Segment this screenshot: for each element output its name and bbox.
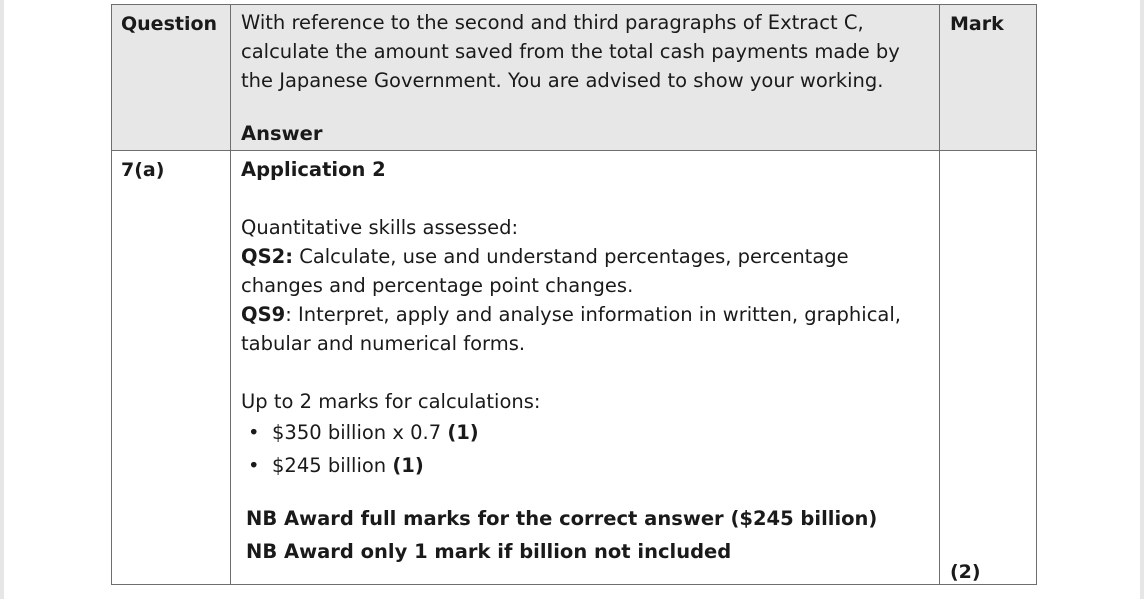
header-row — [112, 5, 1037, 151]
mark-value-cell — [940, 151, 1037, 585]
mark-value: (2) — [950, 561, 981, 583]
answer-label: Answer — [241, 122, 323, 145]
skill-item — [241, 300, 929, 358]
right-frame-border — [1140, 0, 1144, 599]
bullet-icon: • — [248, 454, 260, 477]
bullet-icon: • — [248, 421, 260, 444]
note-billion: NB Award only 1 mark if billion not included — [246, 540, 732, 563]
skill-description: Calculate, use and understand percentages, percentage changes and percentage point changes. — [241, 245, 849, 297]
answer-content-cell — [231, 151, 940, 585]
question-number-cell — [112, 151, 231, 585]
skill-code: QS2: — [241, 245, 293, 268]
application-title: Application 2 — [241, 158, 386, 181]
mark-header-cell — [940, 5, 1037, 151]
question-number: 7(a) — [121, 159, 165, 181]
calculation-item — [241, 449, 929, 482]
calculation-mark: (1) — [447, 421, 479, 444]
question-text-cell — [231, 5, 940, 151]
answer-row — [112, 151, 1037, 585]
calculation-list — [241, 416, 929, 482]
calculation-text: $350 billion x 0.7 — [272, 421, 448, 444]
skill-item — [241, 242, 929, 300]
mark-header-label: Mark — [950, 13, 1004, 35]
question-header-cell — [112, 5, 231, 151]
left-frame-border — [0, 0, 4, 599]
calculation-mark: (1) — [392, 454, 424, 477]
calculation-text: $245 billion — [272, 454, 393, 477]
marks-intro: Up to 2 marks for calculations: — [241, 390, 541, 413]
skills-intro: Quantitative skills assessed: — [241, 216, 519, 239]
question-text: With reference to the second and third paragraphs of Extract C, calculate the amount saved from the total cash payments made by the Japanese Government. You are advised to show your working. — [241, 11, 900, 92]
skill-description: : Interpret, apply and analyse information in written, graphical, tabular and numerical forms. — [241, 303, 901, 355]
skill-code: QS9 — [241, 303, 286, 326]
note-full-marks: NB Award full marks for the correct answer ($245 billion) — [246, 507, 878, 530]
calculation-item — [241, 416, 929, 449]
question-header-label: Question — [121, 13, 218, 35]
mark-scheme-table — [111, 4, 1037, 585]
